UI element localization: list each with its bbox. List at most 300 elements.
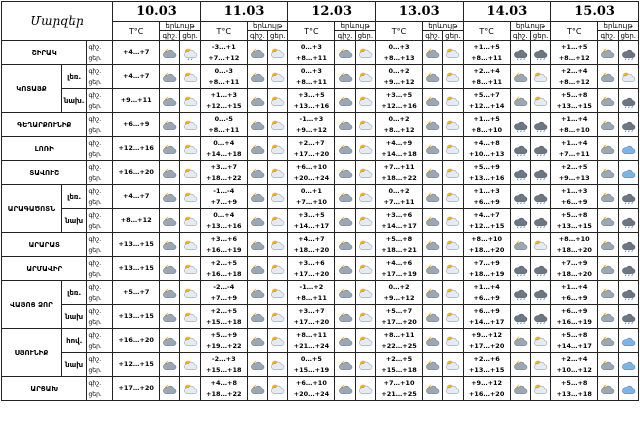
sun-cloud-icon <box>444 215 461 228</box>
temperature-cell <box>288 305 335 329</box>
day-weather-cell <box>443 305 463 329</box>
day-temp: +8…+11 <box>295 293 327 302</box>
dark-cloud-rain-icon <box>620 311 637 324</box>
moon-cloud-icon <box>599 239 616 252</box>
moon-cloud-icon <box>424 191 441 204</box>
night-weather-cell <box>335 185 355 209</box>
temperature-cell <box>200 353 247 377</box>
temperature-cell <box>200 281 247 305</box>
moon-cloud-icon <box>512 71 529 84</box>
region-name: ԱՐԱԳԱԾՈՏՆ <box>2 185 62 233</box>
table-row <box>2 65 639 89</box>
temperature-cell <box>463 185 510 209</box>
sun-cloud-icon <box>269 71 286 84</box>
day-temp: +21…+25 <box>381 389 417 398</box>
moon-cloud-icon <box>337 119 354 132</box>
night-temp: +2…+6 <box>473 354 500 363</box>
moon-cloud-icon <box>424 335 441 348</box>
night-temp: +5…+9 <box>210 330 237 339</box>
night-temp: 0…+2 <box>388 282 410 291</box>
night-temp: +3…+5 <box>298 90 325 99</box>
temperature-cell <box>113 185 160 209</box>
night-weather-cell <box>335 281 355 305</box>
day-temp: +12…+16 <box>118 144 154 152</box>
day-temp: +9…+12 <box>295 125 327 134</box>
night-temp: +2…+5 <box>560 162 588 171</box>
night-weather-cell <box>247 377 267 401</box>
sun-cloud-icon <box>182 335 199 348</box>
moon-cloud-icon <box>249 215 266 228</box>
night-temp: +6…+10 <box>295 378 327 387</box>
moon-cloud-icon <box>424 143 441 156</box>
night-temp: +4…+7 <box>298 234 325 243</box>
moon-cloud-icon <box>512 335 529 348</box>
night-header: գիշ. <box>510 31 530 41</box>
night-weather-cell <box>598 377 618 401</box>
temperature-header: T°C <box>113 22 160 41</box>
temperature-header: T°C <box>551 22 598 41</box>
day-weather-cell <box>268 113 288 137</box>
day-temp: +8…+11 <box>208 125 240 134</box>
night-temp: +2…+4 <box>473 66 500 75</box>
dark-cloud-rain-icon <box>512 311 529 324</box>
dark-cloud-rain-icon <box>512 167 529 180</box>
sun-cloud-icon <box>182 359 199 372</box>
sun-cloud-icon <box>444 191 461 204</box>
night-temp: +2…+4 <box>560 354 588 363</box>
night-weather-cell <box>510 209 530 233</box>
sun-cloud-icon <box>532 335 549 348</box>
night-temp: 0…+3 <box>300 66 322 75</box>
night-temp: +7…+10 <box>383 378 415 387</box>
day-weather-cell <box>355 281 375 305</box>
night-temp: +2…+5 <box>210 258 237 267</box>
night-temp: +3…+5 <box>298 210 325 219</box>
sun-cloud-icon <box>357 335 374 348</box>
day-weather-cell <box>355 65 375 89</box>
day-weather-cell <box>355 257 375 281</box>
temperature-cell <box>375 41 422 65</box>
night-temp: +5…+9 <box>473 162 500 171</box>
sun-cloud-icon <box>182 311 199 324</box>
moon-cloud-icon <box>337 167 354 180</box>
day-temp: +7…+11 <box>383 197 415 206</box>
temperature-cell <box>551 281 598 305</box>
day-temp: +18…+22 <box>206 389 242 398</box>
sun-cloud-icon <box>532 71 549 84</box>
day-label: ցեր. <box>88 270 102 278</box>
day-weather-cell <box>618 137 638 161</box>
sun-cloud-icon <box>444 263 461 276</box>
day-header: ցեր. <box>268 31 288 41</box>
moon-cloud-icon <box>512 239 529 252</box>
weather-header: երևույթ <box>335 22 376 31</box>
moon-cloud-icon <box>599 359 616 372</box>
night-weather-cell <box>160 353 180 377</box>
weather-header: երևույթ <box>247 22 288 31</box>
night-label: գիշ. <box>88 259 102 267</box>
moon-cloud-icon <box>599 263 616 276</box>
day-weather-cell <box>180 89 200 113</box>
weather-header: երևույթ <box>423 22 464 31</box>
night-weather-cell <box>247 233 267 257</box>
day-temp: +7…+11 <box>558 149 590 158</box>
night-temp: 0…+5 <box>300 354 322 363</box>
temperature-cell <box>288 281 335 305</box>
day-weather-cell <box>530 305 550 329</box>
temperature-cell <box>200 209 247 233</box>
partly-cloudy-night-icon <box>161 263 178 276</box>
night-temp: 0…+4 <box>213 138 235 147</box>
day-temp: +8…+10 <box>471 125 503 134</box>
day-weather-cell <box>530 137 550 161</box>
night-label: գիշ. <box>88 331 102 339</box>
day-temp: +10…+12 <box>556 365 592 374</box>
moon-cloud-icon <box>599 215 616 228</box>
day-header: ցեր. <box>355 31 375 41</box>
region-name: ԳԵՂԱՐՔՈՒՆԻՔ <box>2 113 87 137</box>
sun-cloud-icon <box>444 359 461 372</box>
night-weather-cell <box>510 305 530 329</box>
night-label: գիշ. <box>88 355 102 363</box>
day-weather-cell <box>530 113 550 137</box>
sun-cloud-icon <box>357 191 374 204</box>
day-weather-cell <box>268 185 288 209</box>
night-weather-cell <box>510 257 530 281</box>
night-temp: +2…+5 <box>210 306 237 315</box>
blue-cloud-icon <box>620 383 637 396</box>
night-header: գիշ. <box>598 31 618 41</box>
temperature-cell <box>200 185 247 209</box>
day-temp: +8…+12 <box>120 216 152 224</box>
day-temp: +6…+9 <box>122 120 150 128</box>
partly-cloudy-night-icon <box>161 71 178 84</box>
night-weather-cell <box>247 161 267 185</box>
day-weather-cell <box>355 161 375 185</box>
night-temp: +6…+10 <box>295 162 327 171</box>
day-label: ցեր. <box>88 54 102 62</box>
sun-cloud-icon <box>269 47 286 60</box>
day-temp: +18…+20 <box>468 245 505 254</box>
day-weather-cell <box>355 377 375 401</box>
weather-header: երևույթ <box>510 22 551 31</box>
subregion-label: լեռ. <box>61 185 87 209</box>
temperature-cell <box>375 257 422 281</box>
temperature-cell <box>200 161 247 185</box>
dark-cloud-rain-icon <box>532 263 549 276</box>
day-temp: +14…+17 <box>293 221 330 230</box>
dark-cloud-rain-icon <box>532 47 549 60</box>
night-temp: -1…+2 <box>299 282 324 291</box>
moon-cloud-icon <box>337 47 354 60</box>
night-day-labels <box>87 137 113 161</box>
night-day-labels <box>87 161 113 185</box>
moon-cloud-icon <box>337 215 354 228</box>
day-weather-cell <box>268 353 288 377</box>
day-label: ցեր. <box>88 222 102 230</box>
temperature-cell <box>463 329 510 353</box>
day-temp: +17…+20 <box>381 317 417 326</box>
day-temp: +14…+18 <box>381 149 417 158</box>
day-temp: +6…+9 <box>560 293 588 302</box>
day-weather-cell <box>443 209 463 233</box>
day-weather-cell <box>180 305 200 329</box>
night-weather-cell <box>160 209 180 233</box>
sun-cloud-icon <box>444 287 461 300</box>
night-weather-cell <box>510 233 530 257</box>
temperature-cell <box>463 257 510 281</box>
dark-cloud-rain-icon <box>512 119 529 132</box>
sun-cloud-icon <box>444 335 461 348</box>
night-weather-cell <box>160 89 180 113</box>
day-temp: +12…+15 <box>118 360 154 368</box>
night-weather-cell <box>335 113 355 137</box>
night-temp: +3…+7 <box>298 306 325 315</box>
night-weather-cell <box>510 161 530 185</box>
temperature-cell <box>113 89 160 113</box>
sun-cloud-icon <box>444 95 461 108</box>
night-weather-cell <box>160 161 180 185</box>
temperature-cell <box>113 305 160 329</box>
sun-cloud-icon <box>444 47 461 60</box>
night-temp: +8…+10 <box>558 234 590 243</box>
night-weather-cell <box>335 41 355 65</box>
day-weather-cell <box>268 209 288 233</box>
night-temp: -3…+1 <box>211 42 236 51</box>
night-temp: +5…+8 <box>560 90 588 99</box>
night-weather-cell <box>335 329 355 353</box>
moon-cloud-icon <box>249 263 266 276</box>
day-header: ցեր. <box>443 31 463 41</box>
night-weather-cell <box>598 329 618 353</box>
temperature-cell <box>551 233 598 257</box>
night-weather-cell <box>423 233 443 257</box>
temperature-cell <box>375 305 422 329</box>
night-temp: +5…+8 <box>560 378 588 387</box>
temperature-cell <box>200 113 247 137</box>
day-temp: +9…+12 <box>383 293 415 302</box>
sun-cloud-icon <box>269 359 286 372</box>
day-temp: +15…+18 <box>206 317 242 326</box>
day-weather-cell <box>180 281 200 305</box>
moon-cloud-icon <box>337 263 354 276</box>
temperature-cell <box>551 185 598 209</box>
temperature-cell <box>375 281 422 305</box>
temperature-cell <box>551 377 598 401</box>
sun-cloud-icon <box>182 383 199 396</box>
dark-cloud-rain-icon <box>532 215 549 228</box>
day-weather-cell <box>530 185 550 209</box>
night-temp: +7…+9 <box>560 258 588 267</box>
temperature-cell <box>200 41 247 65</box>
day-temp: +18…+22 <box>381 173 417 182</box>
day-temp: +21…+24 <box>293 341 330 350</box>
night-temp: +1…+4 <box>560 282 588 291</box>
day-weather-cell <box>355 137 375 161</box>
day-weather-cell <box>618 329 638 353</box>
day-weather-cell <box>530 329 550 353</box>
night-label: գիշ. <box>88 91 102 99</box>
day-label: ցեր. <box>88 342 102 350</box>
day-temp: +8…+13 <box>383 53 415 62</box>
temperature-cell <box>200 377 247 401</box>
day-weather-cell <box>530 209 550 233</box>
night-header: գիշ. <box>247 31 267 41</box>
moon-cloud-icon <box>599 167 616 180</box>
day-weather-cell <box>268 257 288 281</box>
day-weather-cell <box>443 41 463 65</box>
subregion-label: լեռ. <box>61 281 87 305</box>
moon-cloud-icon <box>424 47 441 60</box>
day-header: ցեր. <box>618 31 638 41</box>
day-temp: +16…+19 <box>206 245 242 254</box>
night-weather-cell <box>598 137 618 161</box>
day-weather-cell <box>618 89 638 113</box>
temperature-cell <box>463 281 510 305</box>
region-name: ԱՐՑԱԽ <box>2 377 87 401</box>
night-weather-cell <box>335 257 355 281</box>
temperature-cell <box>200 329 247 353</box>
temperature-cell <box>463 137 510 161</box>
night-weather-cell <box>247 281 267 305</box>
night-temp: +5…+8 <box>560 210 588 219</box>
region-name: ԱՐՄԱՎԻՐ <box>2 257 87 281</box>
night-temp: +6…+9 <box>560 306 588 315</box>
moon-cloud-icon <box>424 239 441 252</box>
temperature-cell <box>375 353 422 377</box>
night-weather-cell <box>598 113 618 137</box>
table-row <box>2 305 639 329</box>
day-weather-cell <box>268 281 288 305</box>
moon-cloud-icon <box>424 215 441 228</box>
sun-cloud-icon <box>182 167 199 180</box>
table-row <box>2 41 639 65</box>
night-label: գիշ. <box>88 379 102 387</box>
dark-cloud-rain-icon <box>620 95 637 108</box>
day-weather-cell <box>355 89 375 113</box>
night-weather-cell <box>335 209 355 233</box>
temperature-cell <box>551 161 598 185</box>
blue-cloud-icon <box>620 143 637 156</box>
day-temp: +8…+12 <box>558 53 590 62</box>
night-weather-cell <box>247 329 267 353</box>
night-temp: +8…+11 <box>383 330 415 339</box>
moon-cloud-icon <box>249 143 266 156</box>
night-temp: +1…+4 <box>560 138 588 147</box>
day-weather-cell <box>443 281 463 305</box>
day-temp: +7…+10 <box>295 197 327 206</box>
day-temp: +17…+20 <box>118 384 154 392</box>
night-temp: -2…-4 <box>213 282 235 291</box>
day-weather-cell <box>530 89 550 113</box>
weather-header: երևույթ <box>160 22 201 31</box>
corner-title: Մարզեր <box>2 2 113 41</box>
day-label: ցեր. <box>88 78 102 86</box>
sun-cloud-icon <box>269 119 286 132</box>
night-temp: +1…+5 <box>473 114 500 123</box>
night-temp: +2…+7 <box>298 138 325 147</box>
night-weather-cell <box>423 353 443 377</box>
sun-cloud-icon <box>357 383 374 396</box>
dark-cloud-rain-icon <box>532 311 549 324</box>
day-weather-cell <box>268 41 288 65</box>
day-temp: +8…+11 <box>208 77 240 86</box>
night-day-labels <box>87 305 113 329</box>
moon-cloud-icon <box>424 71 441 84</box>
table-row <box>2 257 639 281</box>
table-row <box>2 233 639 257</box>
day-temp: +17…+20 <box>293 149 330 158</box>
day-temp: +7…+9 <box>210 293 237 302</box>
sun-cloud-icon <box>182 143 199 156</box>
partly-cloudy-night-icon <box>161 311 178 324</box>
night-weather-cell <box>510 185 530 209</box>
night-weather-cell <box>335 161 355 185</box>
night-label: գիշ. <box>88 235 102 243</box>
night-temp: +1…+4 <box>560 114 588 123</box>
temperature-header: T°C <box>463 22 510 41</box>
moon-cloud-icon <box>599 143 616 156</box>
day-weather-cell <box>443 65 463 89</box>
day-weather-cell <box>355 185 375 209</box>
night-weather-cell <box>247 89 267 113</box>
night-weather-cell <box>160 41 180 65</box>
day-weather-cell <box>618 233 638 257</box>
temperature-cell <box>375 89 422 113</box>
night-weather-cell <box>423 329 443 353</box>
day-weather-cell <box>268 377 288 401</box>
date-header: 13.03 <box>375 2 463 22</box>
night-weather-cell <box>335 377 355 401</box>
moon-cloud-icon <box>424 383 441 396</box>
moon-cloud-icon <box>512 95 529 108</box>
partly-cloudy-night-icon <box>161 215 178 228</box>
moon-cloud-icon <box>249 383 266 396</box>
temperature-cell <box>463 353 510 377</box>
day-weather-cell <box>443 233 463 257</box>
night-weather-cell <box>510 353 530 377</box>
night-weather-cell <box>423 305 443 329</box>
temperature-cell <box>551 89 598 113</box>
night-weather-cell <box>598 305 618 329</box>
moon-cloud-icon <box>599 335 616 348</box>
night-day-labels <box>87 233 113 257</box>
day-weather-cell <box>268 233 288 257</box>
night-weather-cell <box>598 89 618 113</box>
partly-cloudy-night-icon <box>161 239 178 252</box>
dark-cloud-rain-icon <box>620 287 637 300</box>
day-weather-cell <box>443 353 463 377</box>
day-weather-cell <box>618 353 638 377</box>
night-label: գիշ. <box>88 139 102 147</box>
day-temp: +9…+11 <box>120 96 152 104</box>
sun-cloud-icon <box>182 239 199 252</box>
day-temp: +14…+18 <box>206 149 242 158</box>
day-label: ցեր. <box>88 198 102 206</box>
day-temp: +15…+18 <box>206 365 242 374</box>
day-temp: +15…+19 <box>293 365 330 374</box>
moon-cloud-icon <box>249 119 266 132</box>
temperature-cell <box>288 257 335 281</box>
day-temp: +20…+24 <box>293 173 330 182</box>
sun-cloud-icon <box>357 311 374 324</box>
sun-cloud-icon <box>357 71 374 84</box>
sun-cloud-icon <box>532 95 549 108</box>
night-weather-cell <box>423 209 443 233</box>
night-day-labels <box>87 329 113 353</box>
dark-cloud-rain-icon <box>512 215 529 228</box>
night-weather-cell <box>598 41 618 65</box>
